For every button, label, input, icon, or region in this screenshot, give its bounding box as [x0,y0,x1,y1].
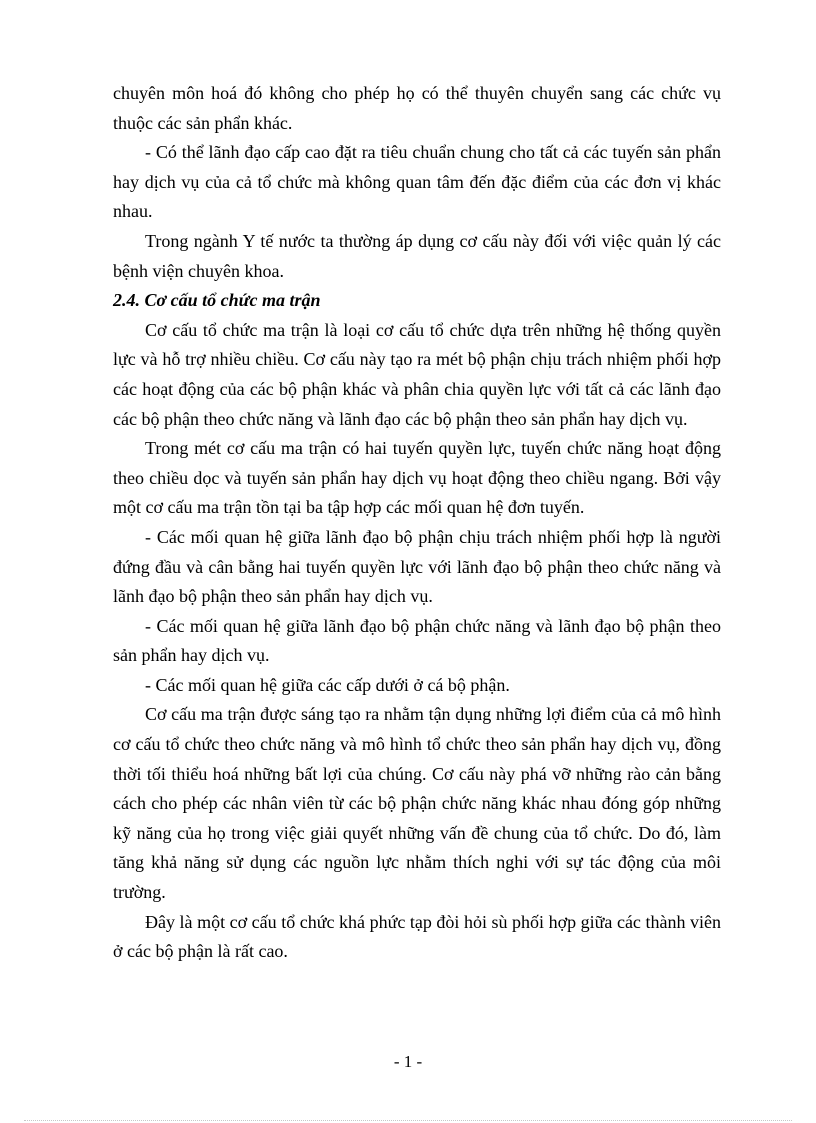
section-heading: 2.4. Cơ cấu tổ chức ma trận [113,290,321,311]
paragraph-advantages: Cơ cấu ma trận được sáng tạo ra nhằm tận dụng những lợi điểm của cả mô hình cơ cấu tổ chức theo chức năng và mô hình tổ chức theo sản phẩn hay dịch vụ, đồng thời tối thiểu hoá những bất lợi của chúng. Cơ cấu này phá vỡ những rào cản bằng cách cho phép các nhân viên từ các bộ phận chức năng khác nhau đóng góp những kỹ năng của họ trong việc giải quyết những vấn đề chung của tổ chức. Do đó, làm tăng khả năng sử dụng các nguồn lực nhằm thích nghi với sự tác động của môi trường. [113,704,721,903]
paragraph-bullet-functional: - Các mối quan hệ giữa lãnh đạo bộ phận chức năng và lãnh đạo bộ phận theo sản phẩn hay dịch vụ. [113,615,721,666]
paragraph-two-lines: Trong mét cơ cấu ma trận có hai tuyến quyền lực, tuyến chức năng hoạt động theo chiều dọc và tuyến sản phẩn hay dịch vụ hoạt động theo chiều ngang. Bởi vậy một cơ cấu ma trận tồn tại ba tập hợp các mối quan hệ đơn tuyến. [113,438,721,518]
page-number: - 1 - [393,1052,423,1071]
paragraph-continuation: chuyên môn hoá đó không cho phép họ có thể thuyên chuyển sang các chức vụ thuộc các sản phẩn khác. [113,83,721,133]
paragraph-bullet-standards: - Có thể lãnh đạo cấp cao đặt ra tiêu chuẩn chung cho tất cả các tuyến sản phẩn hay dịch vụ của cả tổ chức mà không quan tâm đến đặc điểm của các đơn vị khác nhau. [113,142,721,222]
body-text [113,79,721,967]
paragraph-complexity: Đây là một cơ cấu tổ chức khá phức tạp đòi hỏi sù phối hợp giữa các thành viên ở các bộ phận là rất cao. [113,911,721,962]
page-bottom-divider [24,1120,792,1121]
paragraph-bullet-subordinates: - Các mối quan hệ giữa các cấp dưới ở cá bộ phận. [145,674,510,695]
paragraph-matrix-definition: Cơ cấu tổ chức ma trận là loại cơ cấu tổ chức dựa trên những hệ thống quyền lực và hỗ trợ nhiều chiều. Cơ cấu này tạo ra mét bộ phận chịu trách nhiệm phối hợp các hoạt động của các bộ phận khác và phân chia quyền lực với tất cả các lãnh đạo các bộ phận theo chức năng và lãnh đạo các bộ phận theo sản phẩn hay dịch vụ. [113,319,721,429]
paragraph-bullet-coordination: - Các mối quan hệ giữa lãnh đạo bộ phận chịu trách nhiệm phối hợp là người đứng đầu và cân bằng hai tuyến quyền lực với lãnh đạo bộ phận theo chức năng và lãnh đạo bộ phận theo sản phẩn hay dịch vụ. [113,526,721,607]
paragraph-health-sector: Trong ngành Y tế nước ta thường áp dụng cơ cấu này đối với việc quản lý các bệnh viện chuyên khoa. [113,230,721,281]
